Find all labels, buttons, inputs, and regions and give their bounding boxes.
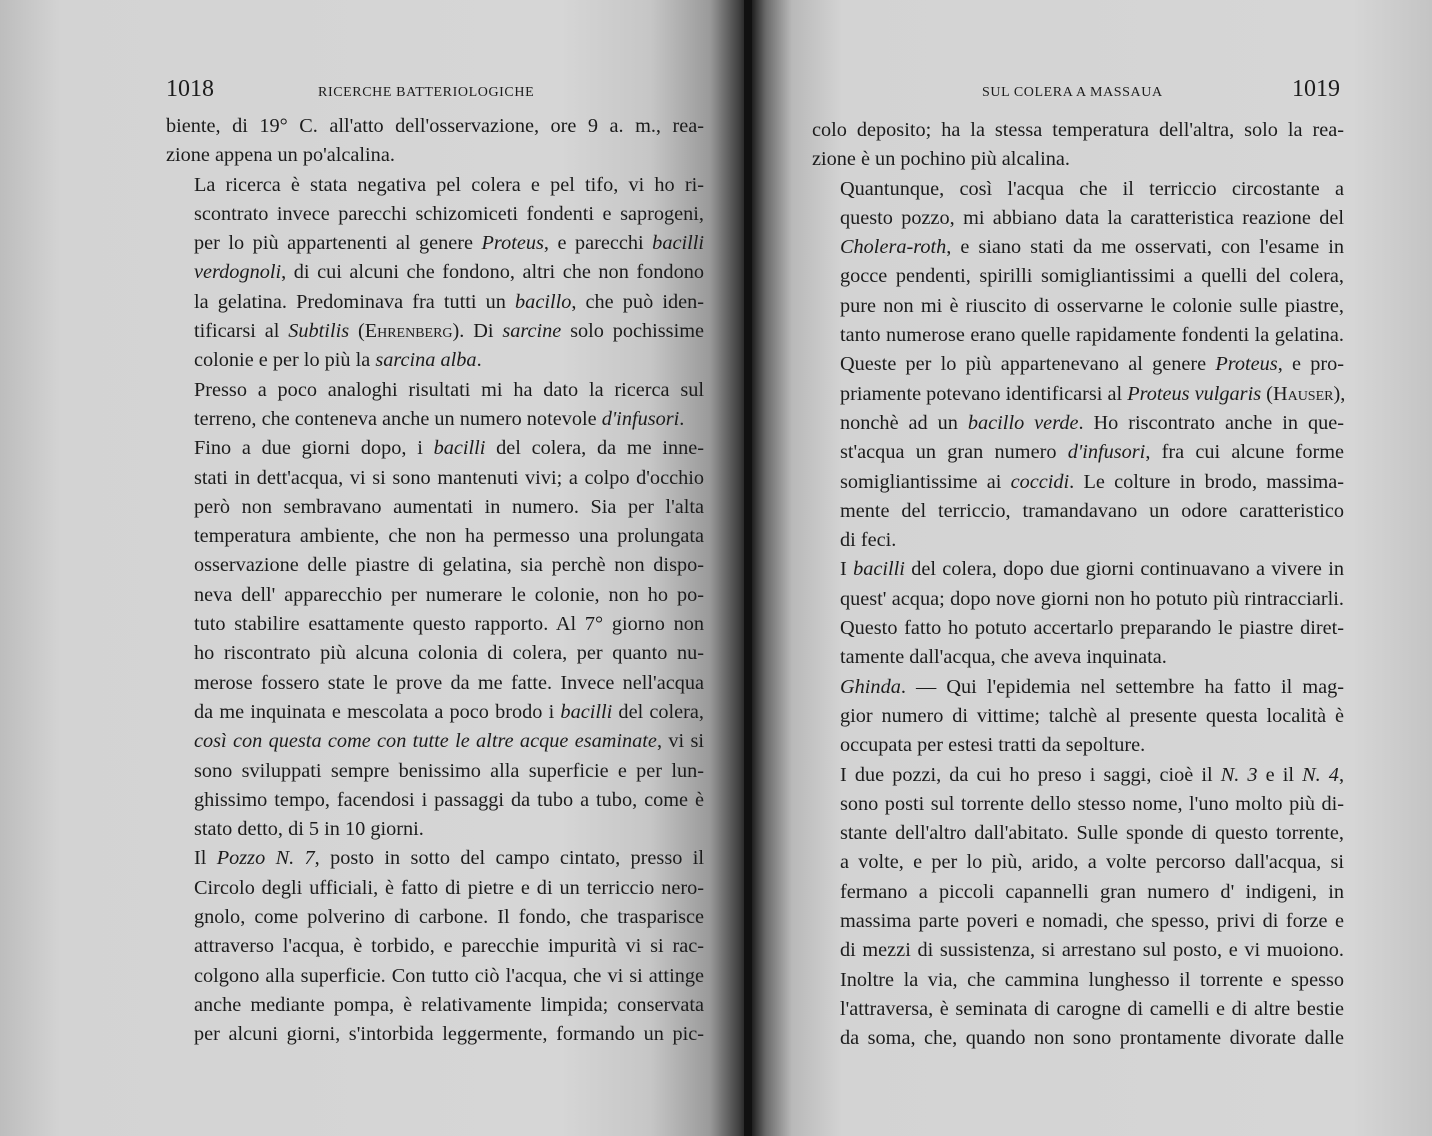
right-page-number: 1019 <box>1292 76 1340 102</box>
paragraph: I bacilli del colera, dopo due giorni continuavano a vivere in quest' acqua; dopo nove giorni non ho potuto più rintracciarli. Questo fatto ho potuto accertarlo preparando le piastre diret- tamente dall'acqua, che aveva inquinata. <box>840 558 1345 669</box>
right-page-text <box>812 116 1344 1054</box>
right-page <box>752 0 1432 1136</box>
right-running-head <box>982 76 1340 106</box>
left-running-head <box>166 76 706 106</box>
left-page-number: 1018 <box>166 76 214 102</box>
paragraph: Ghinda. — Qui l'epidemia nel settembre ha fatto il mag- gior numero di vittime; talchè al presente questa località è occupata per estesi tratti da sepolture. <box>840 675 1344 757</box>
paragraph: Quantunque, così l'acqua che il terriccio circostante a questo pozzo, mi abbiano data la caratteristica reazione del Cholera-roth, e siano stati da me osservati, con l'esame in gocce pendenti, spirilli somigliantissimi a quelli del colera, pure non mi è riuscito di osservarne le colonie sulle piastre, tanto numerose erano quelle rapidamente fondenti la gelatina. Queste per lo più appartenevano al genere Proteus, e pro- priamente potevano identificarsi al Proteus vulgaris (Hauser), nonchè ad un bacillo verde. Ho riscontrato anche in que- st'acqua un gran numero d'infusori, fra cui alcune forme somigliantissime ai coccidi. Le colture in brodo, massima- mente del terriccio, tramandavano un odore caratteristico di feci. <box>840 177 1346 552</box>
paragraph: La ricerca è stata negativa pel colera e pel tifo, vi ho ri- scontrato invece parecchi schizomiceti fondenti e saprogeni, per lo più appartenenti al genere Proteus, e parecchi bacilli verdognoli, di cui alcuni che fondono, altri che non fondono la gelatina. Predominava fra tutti un bacillo, che può iden- tificarsi al Subtilis (Ehrenberg). Di sarcine solo pochissime colonie e per lo più la sarcina alba. <box>194 173 704 372</box>
right-running-title: SUL COLERA A MASSAUA <box>982 85 1163 100</box>
left-page-text <box>166 112 704 1050</box>
paragraph: Presso a poco analoghi risultati mi ha dato la ricerca sul terreno, che conteneva anche un numero notevole d'infusori. <box>194 378 704 430</box>
paragraph: biente, di 19° C. all'atto dell'osservazione, ore 9 a. m., rea- zione appena un po'alcalina. <box>166 115 704 167</box>
paragraph: colo deposito; ha la stessa temperatura dell'altra, solo la rea- zione è un pochino più alcalina. <box>812 119 1344 171</box>
left-running-title: RICERCHE BATTERIOLOGICHE <box>318 85 535 100</box>
paragraph: Il Pozzo N. 7, posto in sotto del campo cintato, presso il Circolo degli ufficiali, è fatto di pietre e di un terriccio nero- gnolo, come polverino di carbone. Il fondo, che trasparisce attraverso l'acqua, è torbido, e parecchie impurità vi si rac- colgono alla superficie. Con tutto ciò l'acqua, che vi si attinge anche mediante pompa, è relativamente limpida; conservata per alcuni giorni, s'intorbida leggermente, formando un pic- <box>194 847 704 1046</box>
paragraph: Fino a due giorni dopo, i bacilli del colera, da me inne- stati in dett'acqua, vi si sono mantenuti vivi; a colpo d'occhio però non sembravano aumentati in numero. Sia per l'alta temperatura ambiente, che non ha permesso una prolungata osservazione delle piastre di gelatina, sia perchè non dispo- neva dell' apparecchio per numerare le colonie, non ho po- tuto stabilire esattamente questo rapporto. Al 7° giorno non ho riscontrato più alcuna colonia di colera, per quanto nu- merose fossero state le prove da me fatte. Invece nell'acqua da me inquinata e mescolata a poco brodo i bacilli del colera, così con questa come con tutte le altre acque esaminate, vi si sono sviluppati sempre benissimo alla superficie e per lun- ghissimo tempo, facendosi i passaggi da tubo a tubo, come è stato detto, di 5 in 10 giorni. <box>194 437 704 841</box>
paragraph: I due pozzi, da cui ho preso i saggi, cioè il N. 3 e il N. 4, sono posti sul torrente dello stesso nome, l'uno molto più di- stante dell'altro dall'abitato. Sulle sponde di questo torrente, a volte, e per lo più, arido, a volte percorso dall'acqua, si fermano a piccoli capannelli gran numero d' indigeni, in massima parte poveri e nomadi, che spesso, privi di forze e di mezzi di sussistenza, si arrestano sul posto, e vi muoiono. Inoltre la via, che cammina lunghesso il torrente e spesso l'attraversa, è seminata di carogne di camelli e di altre bestie da soma, che, quando non sono prontamente divorate dalle <box>840 763 1345 1050</box>
